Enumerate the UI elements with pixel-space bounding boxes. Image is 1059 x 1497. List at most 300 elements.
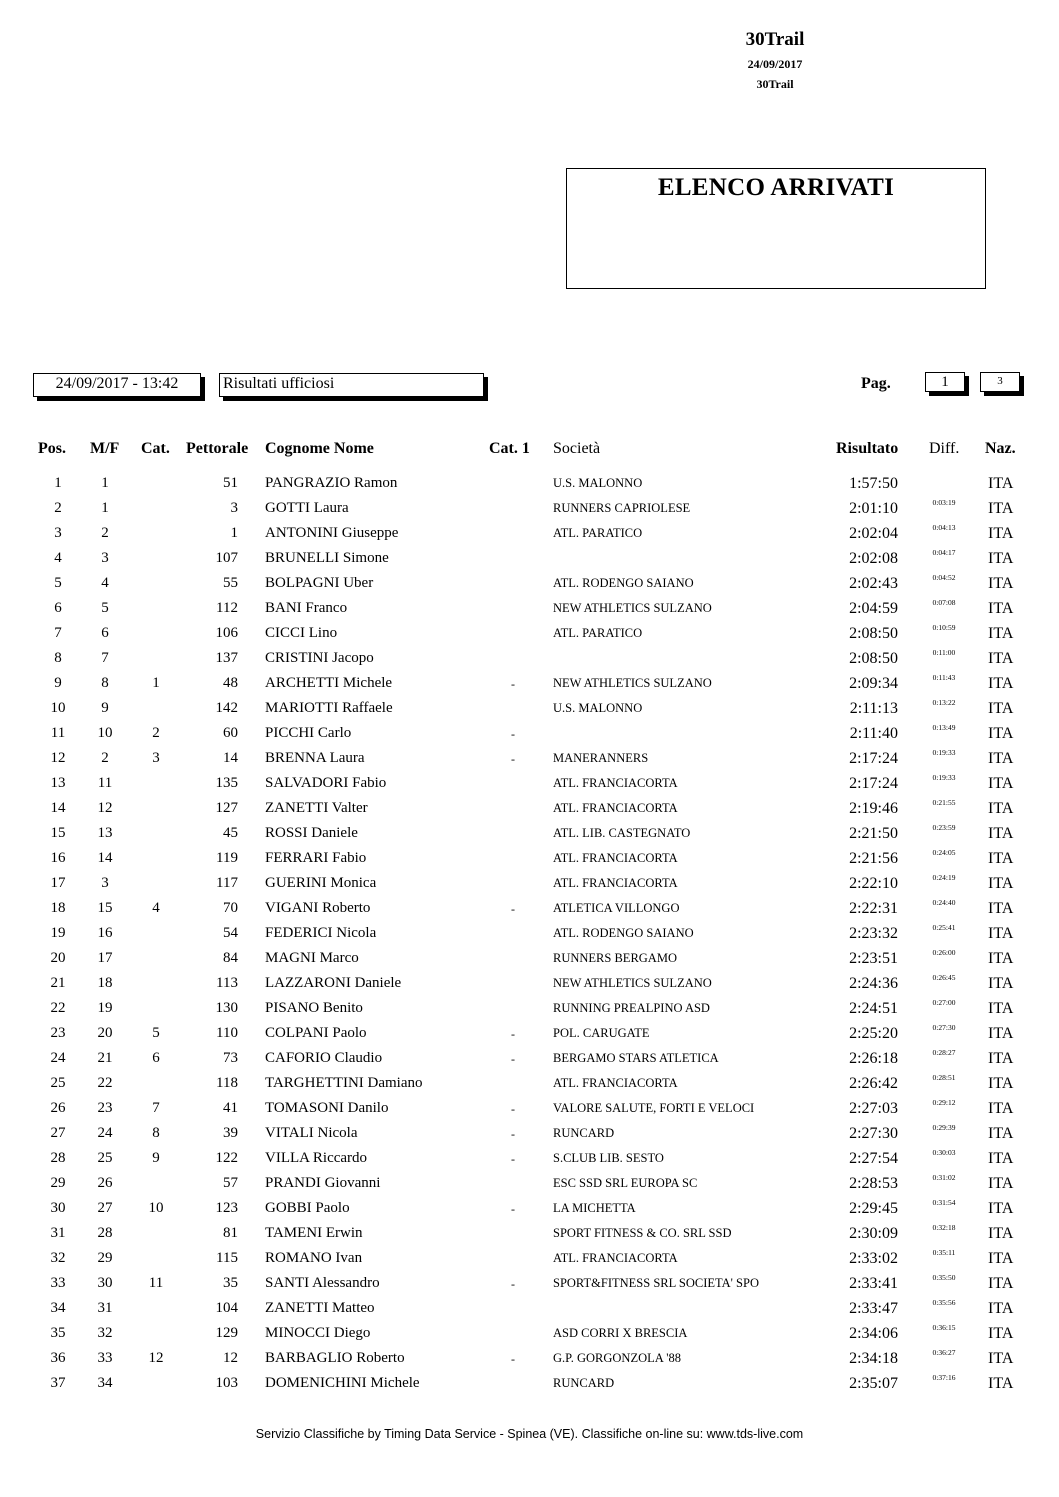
cell-naz: ITA [988, 1100, 1014, 1117]
header-risultato: Risultato [836, 440, 899, 457]
cell-pos: 4 [54, 550, 62, 566]
cell-risultato: 2:33:02 [849, 1250, 898, 1267]
cell-risultato: 2:28:53 [849, 1175, 898, 1192]
cell-diff: 0:07:08 [932, 598, 956, 607]
cell-cat: 6 [152, 1050, 160, 1066]
cell-diff: 0:11:00 [932, 648, 956, 657]
cell-cat: 4 [152, 900, 160, 916]
cell-mf: 17 [97, 950, 113, 966]
cell-societa: ATL. FRANCIACORTA [553, 801, 678, 815]
cell-cat1: - [511, 1152, 515, 1166]
cell-diff: 0:27:00 [932, 998, 956, 1007]
cell-diff: 0:30:03 [932, 1148, 956, 1157]
cell-cat1: - [511, 1102, 515, 1116]
table-row [0, 923, 1059, 948]
cell-nome: TAMENI Erwin [265, 1225, 363, 1241]
cell-cat: 8 [152, 1125, 160, 1141]
cell-diff: 0:11:43 [932, 673, 956, 682]
cell-diff: 0:19:33 [932, 773, 956, 782]
cell-risultato: 2:26:42 [849, 1075, 898, 1092]
cell-nome: ROMANO Ivan [265, 1250, 363, 1266]
cell-pettorale: 84 [223, 950, 238, 966]
cell-risultato: 2:24:36 [849, 975, 898, 992]
table-header [0, 440, 1059, 460]
cell-naz: ITA [988, 675, 1014, 692]
cell-risultato: 2:24:51 [849, 1000, 898, 1017]
cell-risultato: 2:01:10 [849, 500, 898, 517]
cell-cat: 7 [152, 1100, 160, 1116]
header-pos: Pos. [38, 440, 66, 457]
cell-pettorale: 129 [215, 1325, 238, 1341]
cell-nome: VILLA Riccardo [265, 1150, 368, 1166]
cell-mf: 23 [97, 1100, 113, 1116]
cell-diff: 0:28:27 [932, 1048, 956, 1057]
cell-pettorale: 14 [223, 750, 238, 766]
cell-risultato: 2:29:45 [849, 1200, 898, 1217]
cell-risultato: 2:11:13 [849, 700, 898, 717]
cell-societa: ATL. FRANCIACORTA [553, 1076, 678, 1090]
cell-societa: U.S. MALONNO [553, 701, 643, 715]
cell-pos: 24 [50, 1050, 66, 1066]
cell-naz: ITA [988, 700, 1014, 717]
cell-societa: RUNCARD [553, 1126, 615, 1140]
cell-societa: U.S. MALONNO [553, 476, 643, 490]
table-row [0, 1148, 1059, 1173]
table-row [0, 1198, 1059, 1223]
cell-pettorale: 130 [215, 1000, 238, 1016]
table-row [0, 948, 1059, 973]
header-cat1: Cat. 1 [489, 440, 530, 457]
cell-risultato: 2:26:18 [849, 1050, 898, 1067]
cell-mf: 1 [101, 475, 109, 491]
header-societa: Società [553, 440, 601, 457]
cell-pos: 35 [50, 1325, 66, 1341]
cell-mf: 29 [97, 1250, 113, 1266]
cell-diff: 0:35:56 [932, 1298, 956, 1307]
table-row [0, 1173, 1059, 1198]
cell-mf: 3 [101, 875, 109, 891]
cell-nome: BRENNA Laura [265, 750, 365, 766]
table-row [0, 748, 1059, 773]
cell-nome: MAGNI Marco [265, 950, 359, 966]
cell-societa: ATL. FRANCIACORTA [553, 876, 678, 890]
cell-naz: ITA [988, 1200, 1014, 1217]
cell-societa: POL. CARUGATE [553, 1026, 650, 1040]
cell-diff: 0:36:15 [932, 1323, 956, 1332]
cell-societa: RUNNERS BERGAMO [553, 951, 677, 965]
cell-cat: 12 [148, 1350, 164, 1366]
cell-pettorale: 73 [223, 1050, 238, 1066]
cell-pettorale: 3 [230, 500, 238, 516]
cell-pos: 16 [50, 850, 66, 866]
cell-risultato: 1:57:50 [849, 475, 898, 492]
cell-pos: 13 [50, 775, 66, 791]
cell-cat1: - [511, 677, 515, 691]
cell-societa: ATL. PARATICO [553, 626, 643, 640]
cell-naz: ITA [988, 525, 1014, 542]
cell-cat: 5 [152, 1025, 160, 1041]
cell-societa: ATL. PARATICO [553, 526, 643, 540]
cell-mf: 22 [97, 1075, 113, 1091]
cell-mf: 14 [97, 850, 113, 866]
cell-societa: ATL. LIB. CASTEGNATO [553, 826, 691, 840]
cell-pos: 36 [50, 1350, 66, 1366]
cell-naz: ITA [988, 750, 1014, 767]
cell-societa: ESC SSD SRL EUROPA SC [553, 1176, 698, 1190]
cell-societa: ASD CORRI X BRESCIA [553, 1326, 688, 1340]
cell-diff: 0:10:59 [932, 623, 956, 632]
cell-mf: 27 [97, 1200, 113, 1216]
table-row [0, 823, 1059, 848]
header-diff: Diff. [929, 440, 960, 457]
cell-societa: VALORE SALUTE, FORTI E VELOCI [553, 1101, 755, 1115]
cell-naz: ITA [988, 1175, 1014, 1192]
cell-cat1: - [511, 1052, 515, 1066]
cell-pos: 19 [50, 925, 66, 941]
cell-societa: NEW ATHLETICS SULZANO [553, 601, 712, 615]
cell-societa: SPORT FITNESS & CO. SRL SSD [553, 1226, 732, 1240]
table-row [0, 1098, 1059, 1123]
cell-mf: 11 [97, 775, 113, 791]
cell-societa: BERGAMO STARS ATLETICA [553, 1051, 719, 1065]
cell-pos: 37 [50, 1375, 66, 1391]
cell-nome: SANTI Alessandro [265, 1275, 380, 1291]
cell-diff: 0:19:33 [932, 748, 956, 757]
cell-diff: 0:29:39 [932, 1123, 956, 1132]
cell-naz: ITA [988, 925, 1014, 942]
table-row [0, 523, 1059, 548]
cell-naz: ITA [988, 1350, 1014, 1367]
cell-naz: ITA [988, 550, 1014, 567]
cell-naz: ITA [988, 875, 1014, 892]
status-box: Risultati ufficiosi [219, 373, 484, 397]
cell-mf: 30 [97, 1275, 113, 1291]
cell-mf: 7 [101, 650, 109, 666]
table-row [0, 698, 1059, 723]
cell-risultato: 2:08:50 [849, 650, 898, 667]
cell-mf: 5 [101, 600, 109, 616]
cell-risultato: 2:34:18 [849, 1350, 898, 1367]
cell-naz: ITA [988, 825, 1014, 842]
cell-societa: S.CLUB LIB. SESTO [553, 1151, 664, 1165]
table-row [0, 1023, 1059, 1048]
cell-pos: 15 [50, 825, 66, 841]
cell-pettorale: 45 [223, 825, 238, 841]
cell-pettorale: 51 [223, 475, 238, 491]
table-row [0, 1373, 1059, 1398]
cell-mf: 8 [101, 675, 109, 691]
cell-diff: 0:04:17 [932, 548, 956, 557]
cell-mf: 2 [101, 525, 109, 541]
cell-mf: 12 [97, 800, 113, 816]
cell-mf: 24 [97, 1125, 113, 1141]
cell-naz: ITA [988, 850, 1014, 867]
cell-societa: G.P. GORGONZOLA '88 [553, 1351, 681, 1365]
cell-mf: 13 [97, 825, 113, 841]
cell-naz: ITA [988, 1000, 1014, 1017]
table-row [0, 798, 1059, 823]
cell-societa: SPORT&FITNESS SRL SOCIETA' SPO [553, 1276, 759, 1290]
footer-credit: Servizio Classifiche by Timing Data Service - Spinea (VE). Classifiche on-line su: www.tds-live.com [255, 1427, 804, 1441]
cell-pettorale: 107 [215, 550, 238, 566]
cell-mf: 19 [97, 1000, 113, 1016]
cell-mf: 28 [97, 1225, 113, 1241]
cell-pos: 23 [50, 1025, 66, 1041]
cell-mf: 1 [101, 500, 109, 516]
cell-cat: 11 [148, 1275, 164, 1291]
cell-risultato: 2:25:20 [849, 1025, 898, 1042]
table-row [0, 623, 1059, 648]
cell-pettorale: 135 [215, 775, 238, 791]
cell-diff: 0:29:12 [932, 1098, 956, 1107]
cell-naz: ITA [988, 475, 1014, 492]
table-row [0, 1273, 1059, 1298]
cell-cat1: - [511, 1127, 515, 1141]
cell-risultato: 2:17:24 [849, 750, 898, 767]
cell-pos: 21 [50, 975, 66, 991]
cell-naz: ITA [988, 800, 1014, 817]
cell-societa: RUNCARD [553, 1376, 615, 1390]
cell-societa: ATLETICA VILLONGO [553, 901, 680, 915]
cell-pos: 33 [50, 1275, 66, 1291]
cell-pos: 31 [50, 1225, 66, 1241]
cell-pos: 34 [50, 1300, 66, 1316]
cell-naz: ITA [988, 1125, 1014, 1142]
cell-risultato: 2:34:06 [849, 1325, 898, 1342]
cell-societa: RUNNING PREALPINO ASD [553, 1001, 710, 1015]
cell-nome: ZANETTI Valter [265, 800, 368, 816]
cell-nome: ANTONINI Giuseppe [265, 525, 399, 541]
cell-mf: 25 [97, 1150, 113, 1166]
cell-nome: CRISTINI Jacopo [265, 650, 374, 666]
cell-diff: 0:25:41 [932, 923, 956, 932]
cell-diff: 0:24:05 [932, 848, 956, 857]
cell-risultato: 2:33:41 [849, 1275, 898, 1292]
cell-pos: 12 [50, 750, 66, 766]
cell-nome: VIGANI Roberto [265, 900, 371, 916]
cell-nome: GOBBI Paolo [265, 1200, 350, 1216]
cell-societa: NEW ATHLETICS SULZANO [553, 976, 712, 990]
cell-nome: PRANDI Giovanni [265, 1175, 381, 1191]
cell-naz: ITA [988, 1025, 1014, 1042]
cell-pettorale: 115 [216, 1250, 238, 1266]
cell-societa: ATL. FRANCIACORTA [553, 776, 678, 790]
cell-diff: 0:28:51 [932, 1073, 956, 1082]
cell-mf: 18 [97, 975, 113, 991]
cell-pettorale: 39 [223, 1125, 238, 1141]
cell-societa: ATL. FRANCIACORTA [553, 1251, 678, 1265]
cell-pos: 8 [54, 650, 62, 666]
cell-pettorale: 48 [223, 675, 238, 691]
cell-naz: ITA [988, 1325, 1014, 1342]
cell-pos: 3 [54, 525, 62, 541]
cell-nome: TARGHETTINI Damiano [265, 1075, 423, 1091]
cell-pettorale: 70 [223, 900, 238, 916]
cell-mf: 26 [97, 1175, 113, 1191]
cell-nome: BRUNELLI Simone [265, 550, 389, 566]
cell-mf: 10 [97, 725, 113, 741]
cell-naz: ITA [988, 1375, 1014, 1392]
cell-risultato: 2:11:40 [849, 725, 898, 742]
cell-diff: 0:24:40 [932, 898, 956, 907]
cell-pos: 29 [50, 1175, 66, 1191]
cell-pos: 2 [54, 500, 62, 516]
cell-diff: 0:35:11 [932, 1248, 956, 1257]
cell-pos: 20 [50, 950, 66, 966]
table-row [0, 1323, 1059, 1348]
cell-risultato: 2:08:50 [849, 625, 898, 642]
cell-nome: ZANETTI Matteo [265, 1300, 375, 1316]
cell-diff: 0:03:19 [932, 498, 956, 507]
cell-naz: ITA [988, 1050, 1014, 1067]
cell-nome: SALVADORI Fabio [265, 775, 387, 791]
table-row [0, 1348, 1059, 1373]
cell-pettorale: 127 [215, 800, 238, 816]
cell-diff: 0:32:18 [932, 1223, 956, 1232]
cell-societa: NEW ATHLETICS SULZANO [553, 676, 712, 690]
cell-nome: COLPANI Paolo [265, 1025, 367, 1041]
cell-risultato: 2:35:07 [849, 1375, 898, 1392]
header-mf: M/F [90, 440, 120, 457]
cell-risultato: 2:27:54 [849, 1150, 898, 1167]
table-row [0, 1223, 1059, 1248]
report-title: ELENCO ARRIVATI [657, 174, 895, 201]
cell-pettorale: 123 [215, 1200, 238, 1216]
cell-pos: 22 [50, 1000, 66, 1016]
table-row [0, 1123, 1059, 1148]
table-row [0, 473, 1059, 498]
cell-risultato: 2:21:56 [849, 850, 898, 867]
cell-risultato: 2:23:51 [849, 950, 898, 967]
cell-diff: 0:04:13 [932, 523, 956, 532]
table-row [0, 873, 1059, 898]
cell-pos: 27 [50, 1125, 66, 1141]
cell-mf: 31 [97, 1300, 113, 1316]
cell-naz: ITA [988, 725, 1014, 742]
cell-pos: 18 [50, 900, 66, 916]
cell-risultato: 2:17:24 [849, 775, 898, 792]
cell-risultato: 2:22:10 [849, 875, 898, 892]
cell-cat1: - [511, 1277, 515, 1291]
cell-cat: 1 [152, 675, 160, 691]
cell-mf: 4 [101, 575, 109, 591]
cell-mf: 6 [101, 625, 109, 641]
cell-pettorale: 106 [215, 625, 238, 641]
cell-risultato: 2:33:47 [849, 1300, 898, 1317]
cell-diff: 0:04:52 [932, 573, 956, 582]
cell-cat: 2 [152, 725, 160, 741]
cell-pettorale: 54 [223, 925, 238, 941]
cell-mf: 21 [97, 1050, 113, 1066]
cell-risultato: 2:27:03 [849, 1100, 898, 1117]
header-pettorale: Pettorale [186, 440, 249, 457]
cell-risultato: 2:09:34 [849, 675, 898, 692]
cell-mf: 2 [101, 750, 109, 766]
cell-societa: ATL. RODENGO SAIANO [553, 576, 694, 590]
cell-diff: 0:31:02 [932, 1173, 956, 1182]
cell-mf: 16 [97, 925, 113, 941]
cell-pos: 7 [54, 625, 62, 641]
cell-naz: ITA [988, 1300, 1014, 1317]
cell-mf: 9 [101, 700, 109, 716]
cell-diff: 0:37:16 [932, 1373, 956, 1382]
table-row [0, 973, 1059, 998]
table-row [0, 1073, 1059, 1098]
cell-cat1: - [511, 1352, 515, 1366]
cell-pettorale: 137 [215, 650, 238, 666]
cell-nome: GOTTI Laura [265, 500, 349, 516]
page-current: 1 [925, 372, 965, 392]
cell-mf: 32 [97, 1325, 113, 1341]
page-total: 3 [980, 372, 1020, 392]
cell-nome: BANI Franco [265, 600, 348, 616]
cell-societa: RUNNERS CAPRIOLESE [553, 501, 691, 515]
cell-diff: 0:13:22 [932, 698, 956, 707]
cell-nome: FEDERICI Nicola [265, 925, 377, 941]
cell-pettorale: 122 [215, 1150, 238, 1166]
table-row [0, 573, 1059, 598]
cell-pettorale: 35 [223, 1275, 238, 1291]
cell-naz: ITA [988, 1275, 1014, 1292]
cell-diff: 0:26:00 [932, 948, 956, 957]
cell-nome: FERRARI Fabio [265, 850, 367, 866]
cell-pos: 30 [50, 1200, 66, 1216]
cell-naz: ITA [988, 1075, 1014, 1092]
event-subtitle: 30Trail [756, 77, 794, 91]
table-row [0, 723, 1059, 748]
cell-cat: 10 [148, 1200, 164, 1216]
cell-cat: 9 [152, 1150, 160, 1166]
cell-naz: ITA [988, 950, 1014, 967]
cell-diff: 0:24:19 [932, 873, 956, 882]
table-row [0, 498, 1059, 523]
cell-nome: CICCI Lino [265, 625, 338, 641]
cell-nome: PICCHI Carlo [265, 725, 352, 741]
cell-naz: ITA [988, 500, 1014, 517]
cell-diff: 0:13:49 [932, 723, 956, 732]
cell-nome: MINOCCI Diego [265, 1325, 371, 1341]
report-title-box [566, 168, 986, 289]
table-row [0, 1248, 1059, 1273]
header-naz: Naz. [985, 440, 1016, 457]
cell-pos: 25 [50, 1075, 66, 1091]
cell-mf: 20 [97, 1025, 113, 1041]
cell-diff: 0:21:55 [932, 798, 956, 807]
cell-pettorale: 57 [223, 1175, 238, 1191]
cell-mf: 34 [97, 1375, 113, 1391]
cell-pos: 28 [50, 1150, 66, 1166]
header-cat: Cat. [141, 440, 170, 457]
cell-cat1: - [511, 902, 515, 916]
cell-diff: 0:36:27 [932, 1348, 956, 1357]
cell-nome: TOMASONI Danilo [265, 1100, 389, 1116]
cell-diff: 0:31:54 [932, 1198, 956, 1207]
cell-pettorale: 110 [216, 1025, 238, 1041]
table-row [0, 1048, 1059, 1073]
table-row [0, 898, 1059, 923]
cell-naz: ITA [988, 975, 1014, 992]
cell-pos: 14 [50, 800, 66, 816]
cell-risultato: 2:19:46 [849, 800, 898, 817]
cell-naz: ITA [988, 900, 1014, 917]
cell-mf: 3 [101, 550, 109, 566]
page-label: Pag. [861, 375, 891, 392]
cell-pettorale: 41 [223, 1100, 238, 1116]
cell-risultato: 2:23:32 [849, 925, 898, 942]
cell-pos: 26 [50, 1100, 66, 1116]
cell-pettorale: 12 [223, 1350, 238, 1366]
cell-pos: 32 [50, 1250, 66, 1266]
